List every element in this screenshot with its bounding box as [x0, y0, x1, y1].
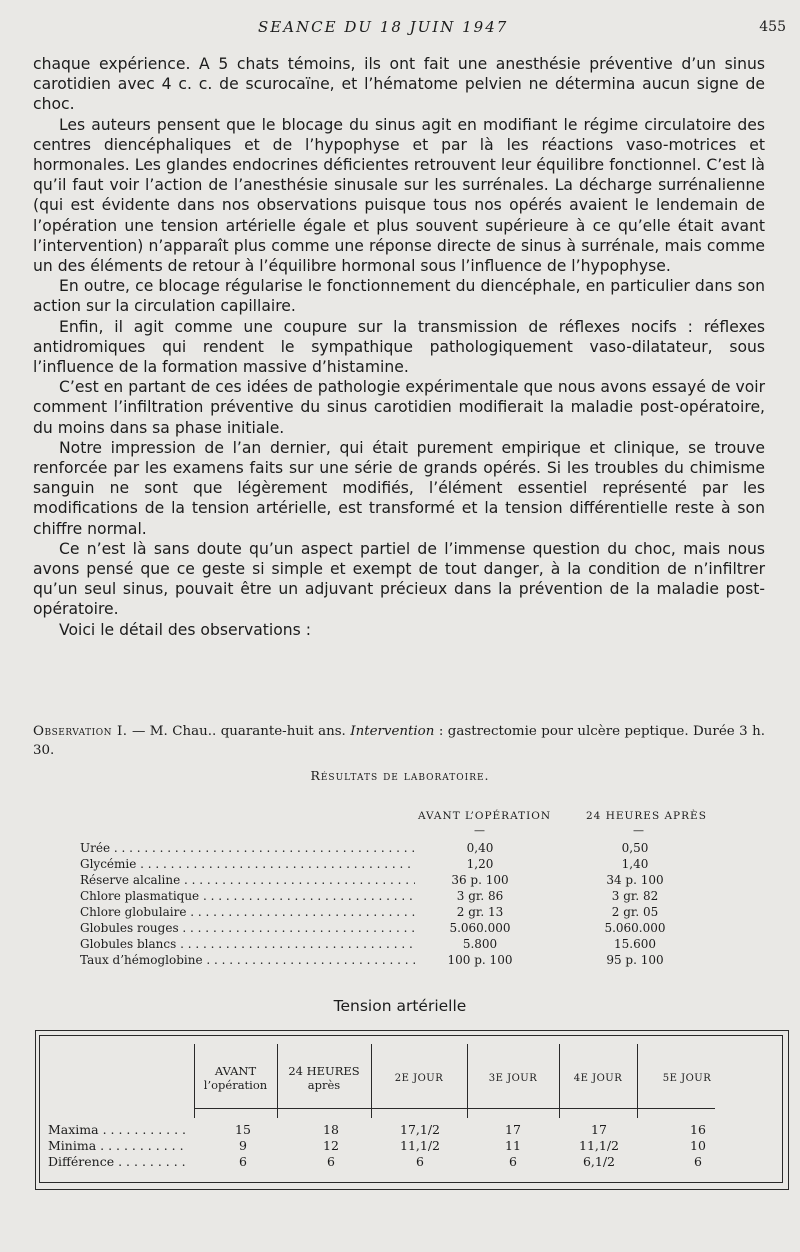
observation-text: — M. Chau.. quarante-huit ans. — [127, 724, 351, 739]
tension-cell: 11 — [505, 1138, 521, 1153]
tension-col-header-bottom: l’opération — [203, 1078, 268, 1092]
lab-value-before: 0,40 — [466, 841, 494, 855]
header-rule — [194, 1108, 715, 1109]
lab-row-label: Globules blancs . . . — [80, 937, 415, 951]
lab-value-after: 95 p. 100 — [606, 953, 664, 967]
tension-cell: 11,1/2 — [400, 1138, 440, 1153]
tension-table — [35, 1030, 789, 1190]
tension-col-header-bottom: après — [307, 1078, 341, 1092]
tension-cell: 6 — [416, 1154, 424, 1169]
intervention-label: Intervention — [350, 724, 435, 739]
lab-value-after: 3 gr. 82 — [611, 889, 659, 903]
tension-cell: 12 — [323, 1138, 339, 1153]
paragraph-6: Notre impression de l’an dernier, qui était purement empirique et clinique, se trouve renforcée par les examens faits sur une série de grands opérés. Si les troubles du chimisme sanguin ne sont que légèrement modifiés, l’élément essentiel représenté par les modifications de la tension artérielle, est transformé et la tension différentielle reste à son chiffre normal. — [33, 438, 765, 538]
lab-row — [80, 905, 720, 922]
tension-row-label: Différence . . . — [48, 1154, 186, 1169]
tension-cell: 17 — [505, 1122, 521, 1137]
lab-value-after: 34 p. 100 — [606, 873, 664, 887]
intervention-text: : gastrectomie pour ulcère peptique. Durée 3 h. 30. — [33, 724, 765, 758]
tension-col-header-top: 24 HEURES — [288, 1064, 360, 1078]
tension-cell: 9 — [239, 1138, 247, 1153]
tension-table-inner-frame — [39, 1035, 783, 1183]
lab-row-label: Taux d’hémoglobine . . . — [80, 953, 415, 967]
tension-row — [48, 1154, 778, 1170]
lab-row — [80, 857, 720, 874]
tension-col-header — [277, 1064, 371, 1092]
lab-row — [80, 953, 720, 970]
tension-cell: 17,1/2 — [400, 1122, 440, 1137]
tension-cell: 11,1/2 — [579, 1138, 619, 1153]
paragraph-4: Enfin, il agit comme une coupure sur la transmission de réflexes nocifs : réflexes antidromiques qui rendent le sympathique pathologiquement vaso-dilatateur, sous l’influence de la formation massive d’histamine. — [33, 317, 765, 377]
lab-value-after: 15.600 — [614, 937, 656, 951]
lab-row-label: Urée . . . — [80, 841, 415, 855]
body-text — [33, 54, 765, 640]
tension-row — [48, 1122, 778, 1138]
lab-col-before-header: AVANT L’OPÉRATION — [418, 810, 552, 822]
lab-row-label: Glycémie . . . — [80, 857, 415, 871]
lab-value-after: 5.060.000 — [604, 921, 666, 935]
observation-note — [33, 722, 765, 760]
paragraph-1: chaque expérience. A 5 chats témoins, ils ont fait une anesthésie préventive d’un sinus carotidien avec 4 c. c. de scurocaïne, et l’hématome pelvien ne détermina aucun signe de choc. — [33, 55, 765, 114]
lab-col-after-dash: — — [633, 824, 644, 837]
observation-label: Observation I. — [33, 724, 128, 739]
page-number: 455 — [759, 19, 786, 35]
tension-col-header: 3E JOUR — [488, 1073, 538, 1084]
tension-cell: 6 — [509, 1154, 517, 1169]
lab-results-title: Résultats de laboratoire. — [310, 768, 490, 783]
header-title: SEANCE DU 18 JUIN 1947 — [258, 18, 509, 36]
tension-col-header — [194, 1064, 277, 1092]
lab-row-label: Globules rouges . . . — [80, 921, 415, 935]
lab-value-after: 0,50 — [621, 841, 649, 855]
lab-value-before: 5.060.000 — [449, 921, 511, 935]
lab-col-before-dash: — — [474, 824, 485, 837]
paragraph-2: Les auteurs pensent que le blocage du sinus agit en modifiant le régime circulatoire des centres diencéphaliques et de l’hypophyse et par là les réactions vaso-motrices et hormonales. Les glandes endocrines déficientes retrouvent leur équilibre fonctionnel. C’est là qu’il faut voir l’action de l’anesthésie sinusale sur les surrénales. La décharge surrénalienne (qui est évidente dans nos observations puisque tous nos opérés avaient le lendemain de l’opération une tension artérielle égale et plus souvent supérieure à ce qu’elle était avant l’intervention) n’apparaît plus comme une réponse directe de sinus à surrénale, mais comme un des éléments de retour à l’équilibre hormonal sous l’influence de l’hypophyse. — [33, 115, 765, 276]
tension-cell: 6 — [694, 1154, 702, 1169]
lab-row — [80, 921, 720, 938]
tension-col-header: 4E JOUR — [573, 1073, 623, 1084]
lab-row — [80, 937, 720, 954]
lab-value-before: 2 gr. 13 — [456, 905, 504, 919]
tension-col-header: 5E JOUR — [662, 1073, 712, 1084]
tension-cell: 6,1/2 — [582, 1154, 616, 1169]
tension-cell: 10 — [690, 1138, 706, 1153]
lab-row-label: Réserve alcaline . . . — [80, 873, 415, 887]
paragraph-7: Ce n’est là sans doute qu’un aspect partiel de l’immense question du choc, mais nous avons pensé que ce geste si simple et exempt de tout danger, à la condition de n’infiltrer qu’un seul sinus, pouvait être un adjuvant précieux dans la prévention de la maladie post-opératoire. — [33, 539, 765, 619]
tension-col-header: 2E JOUR — [394, 1073, 444, 1084]
lab-row — [80, 841, 720, 858]
lab-value-before: 36 p. 100 — [451, 873, 509, 887]
lab-value-before: 100 p. 100 — [447, 953, 513, 967]
lab-value-after: 1,40 — [621, 857, 649, 871]
lab-value-before: 3 gr. 86 — [456, 889, 504, 903]
tension-cell: 16 — [690, 1122, 706, 1137]
tension-title: Tension artérielle — [333, 997, 467, 1015]
tension-cell: 17 — [591, 1122, 607, 1137]
tension-row-label: Maxima . . . — [48, 1122, 186, 1137]
tension-row-label: Minima . . . — [48, 1138, 186, 1153]
lab-row-label: Chlore plasmatique . . . — [80, 889, 415, 903]
lab-row — [80, 889, 720, 906]
tension-cell: 15 — [235, 1122, 251, 1137]
paragraph-8: Voici le détail des observations : — [59, 620, 311, 639]
tension-cell: 6 — [327, 1154, 335, 1169]
lab-row — [80, 873, 720, 890]
tension-cell: 6 — [239, 1154, 247, 1169]
lab-col-after-header: 24 HEURES APRÈS — [586, 810, 707, 822]
lab-value-before: 5.800 — [462, 937, 498, 951]
tension-row — [48, 1138, 778, 1154]
lab-row-label: Chlore globulaire . . . — [80, 905, 415, 919]
running-header — [0, 18, 800, 42]
lab-value-after: 2 gr. 05 — [611, 905, 659, 919]
paragraph-5: C’est en partant de ces idées de pathologie expérimentale que nous avons essayé de voir comment l’infiltration préventive du sinus carotidien modifierait la maladie post-opératoire, du moins dans sa phase initiale. — [33, 378, 765, 437]
tension-cell: 18 — [323, 1122, 339, 1137]
lab-value-before: 1,20 — [466, 857, 494, 871]
paragraph-3: En outre, ce blocage régularise le fonctionnement du diencéphale, en particulier dans son action sur la circulation capillaire. — [33, 277, 765, 316]
tension-col-header-top: AVANT — [214, 1064, 257, 1078]
